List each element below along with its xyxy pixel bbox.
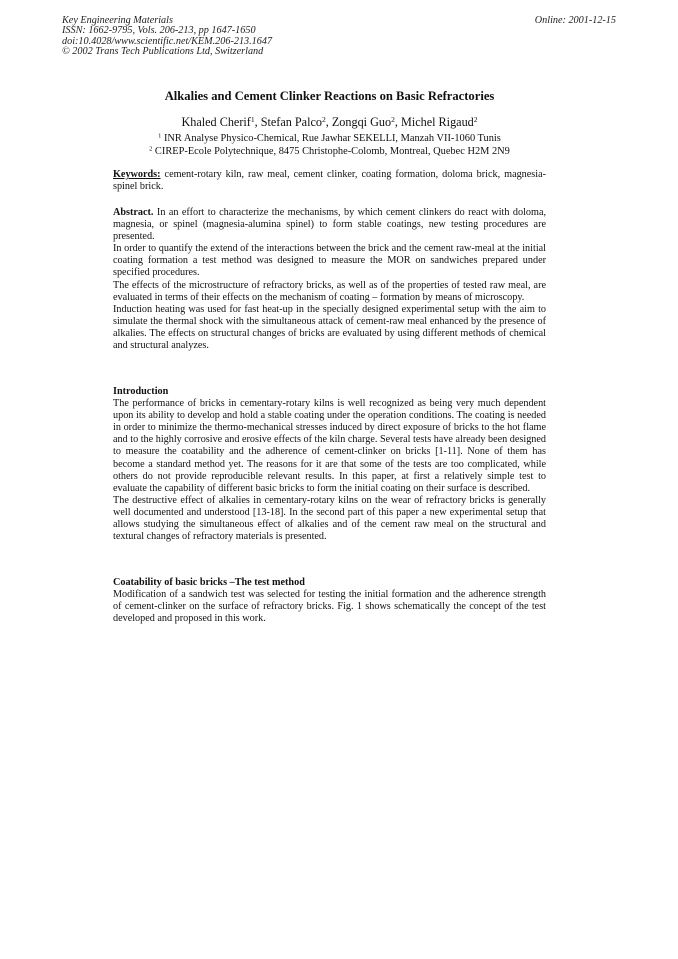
copyright-line: © 2002 Trans Tech Publications Ltd, Switzerland (62, 46, 264, 58)
keywords-text: cement-rotary kiln, raw meal, cement clinker, coating formation, doloma brick, magnesia-spinel brick. (113, 169, 547, 193)
journal-name: Key Engineering Materials (62, 15, 173, 26)
abstract-paragraph: Abstract. In an effort to characterize the mechanisms, by which cement clinkers do react with doloma, magnesia, or spinel (magnesia-alumina spinel) to form stable coatings, new testing procedures are presented. (113, 207, 547, 243)
doi-line: doi:10.4028/www.scientific.net/KEM.206-213.1647 (62, 35, 273, 47)
introduction-paragraph: The performance of bricks in cementary-rotary kilns is well recognized as being very much dependent upon its ability to develop and hold a stable coating under the operation conditions. The coating is needed in order to minimize the thermo-mechanical stresses induced by direct exposure of bricks to the hot flame and to the highly corrosive and erosive effects of the kiln charge. Several tests have already been designed to measure the coatability and the adherence of cement-clinker on bricks [1-11]. None of them has become a standard method yet. The reasons for it are that some of the tests are too complicated, while others do not provide reproducible relevant results. In this paper, at first a relatively simple test to evaluate the capability of different basic bricks to form the initial coating on their surface is described. (113, 398, 547, 494)
coatability-section (113, 577, 546, 625)
abstract-label: Abstract. (113, 207, 154, 218)
abstract-paragraph: In order to quantify the extend of the interactions between the brick and the cement raw-meal at the initial coating formation a test method was designed to measure the MOR on sandwiches prepared under specified procedures. (113, 243, 546, 279)
paper-title: Alkalies and Cement Clinker Reactions on Basic Refractories (164, 89, 495, 103)
coatability-heading: Coatability of basic bricks –The test method (113, 577, 305, 588)
online-date: Online: 2001-12-15 (534, 15, 616, 26)
author: Khaled Cherif$^1$, (181, 114, 261, 129)
abstract-paragraph: Induction heating was used for fast heat-up in the specially designed experimental setup with the aim to simulate the thermal shock with the simultaneous attack of cement-raw meal enhanced by the presence of alkalies. The effects on structural changes of bricks are evaluated by using different methods of chemical and structural analyzes. (113, 303, 546, 352)
keywords-block (113, 169, 546, 193)
affiliation-2: $^2$ CIREP-Ecole Polytechnique, 8475 Christophe-Colomb, Montreal, Quebec H2M 2N9 (149, 145, 510, 157)
affiliation-1: $^1$ INR Analyse Physico-Chemical, Rue Jawhar SEKELLI, Manzah VII-1060 Tunis (158, 132, 501, 144)
author-list (113, 115, 546, 130)
publication-header (62, 16, 616, 58)
author: Stefan Palco$^2$, (260, 114, 332, 129)
author: Michel Rigaud$^2$ (400, 114, 478, 129)
author: Zongqi Guo$^2$, (331, 114, 401, 129)
abstract-paragraph: The effects of the microstructure of refractory bricks, as well as of the properties of tested raw meal, are evaluated in terms of their effects on the mechanism of coating – formation by means of microscopy. (113, 279, 546, 303)
introduction-section (113, 386, 546, 543)
abstract-section (113, 207, 546, 352)
introduction-heading: Introduction (113, 386, 169, 397)
coatability-paragraph: Modification of a sandwich test was selected for testing the initial formation and the adherence strength of cement-clinker on the surface of refractory bricks. Fig. 1 shows schematically the concept of the test developed and proposed in this work. (113, 589, 546, 625)
issn-line: ISSN: 1662-9795, Vols. 206-213, pp 1647-1650 (62, 25, 256, 37)
keywords-label: Keywords: (113, 169, 161, 180)
introduction-paragraph: The destructive effect of alkalies in cementary-rotary kilns on the wear of refractory bricks is generally well documented and understood [13-18]. In the second part of this paper a new experimental setup that allows studying the simultaneous effect of alkalies and of the cement raw meal on the structural and textural changes of refractory materials is presented. (113, 494, 546, 543)
